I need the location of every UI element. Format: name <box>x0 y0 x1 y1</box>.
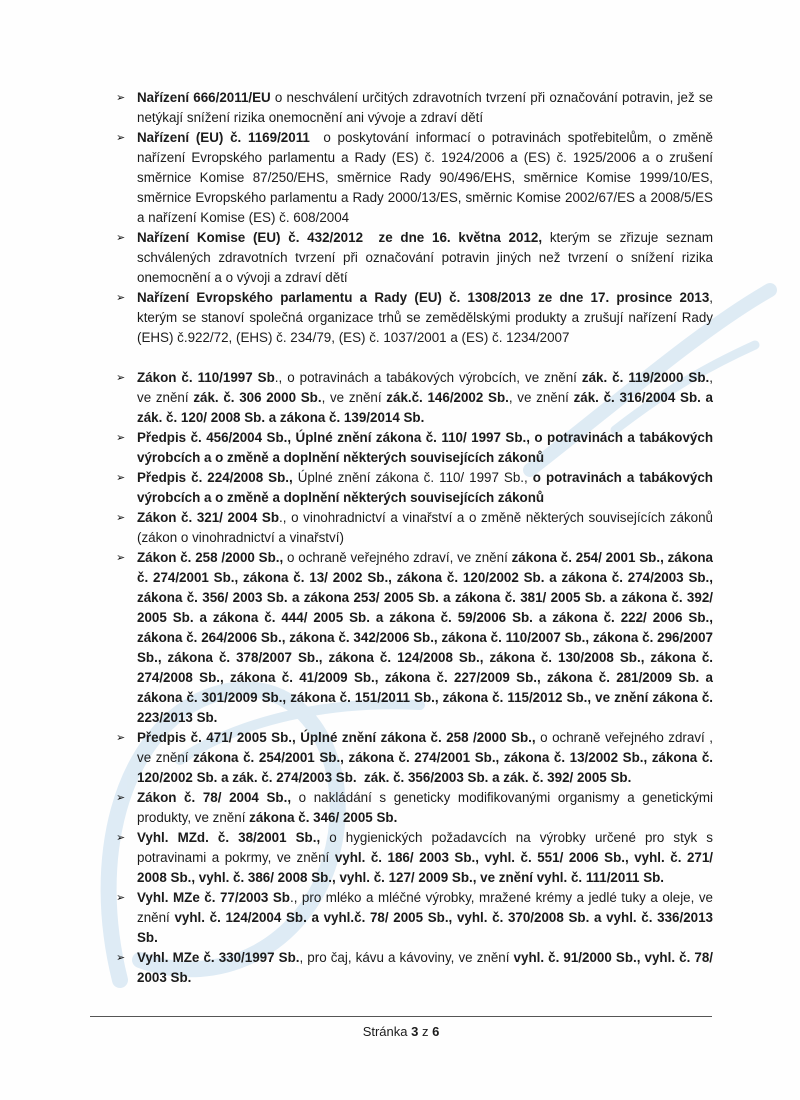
arrow-bullet-icon: ➢ <box>116 432 126 444</box>
list-item <box>115 548 717 728</box>
text-segment: zákona č. 254/2001 Sb., zákona č. 274/2001 Sb., zákona č. 13/2002 Sb., zákona č. 120/2002 Sb. a zák. č. 274/2003 Sb. zák. č. 356/2003 Sb. a zák. č. 392/ 2005 Sb. <box>137 750 717 785</box>
text-segment: Vyhl. MZd. č. 38/2001 Sb., <box>137 830 321 845</box>
arrow-bullet-icon: ➢ <box>116 732 126 744</box>
text-segment: o ochraně veřejného zdraví, ve znění <box>283 550 512 565</box>
text-segment: vyhl. č. 124/2004 Sb. a vyhl.č. 78/ 2005 Sb., vyhl. č. 370/2008 Sb. a vyhl. č. 336/2013 Sb. <box>137 910 717 945</box>
page-footer <box>90 1016 712 1039</box>
arrow-bullet-icon: ➢ <box>116 892 126 904</box>
arrow-bullet-icon: ➢ <box>116 92 126 104</box>
text-segment: ., o vinohradnictví a vinařství a o změně některých souvisejících zákonů (zákon o vinohradnictví a vinařství) <box>137 510 717 545</box>
arrow-bullet-icon: ➢ <box>116 292 126 304</box>
text-segment: , kterým se stanoví společná organizace trhů se zemědělskými produkty a zrušují nařízení Rady (EHS) č.922/72, (EHS) č. 234/79, (ES) č. 1037/2001 a (ES) č. 1234/2007 <box>137 290 717 345</box>
list-item <box>115 368 717 428</box>
text-segment: Vyhl. MZe č. 77/2003 Sb <box>137 890 290 905</box>
text-segment: Nařízení Evropského parlamentu a Rady (EU) č. 1308/2013 ze dne 17. prosince 2013 <box>137 290 710 305</box>
text-segment: o nakládání s geneticky modifikovanými organismy a genetickými produkty, ve znění <box>137 790 717 825</box>
text-segment: Úplné znění zákona č. 110/ 1997 Sb., <box>292 470 533 485</box>
text-segment: , ve znění <box>321 390 387 405</box>
text-segment: zákona č. 346/ 2005 Sb. <box>249 810 398 825</box>
arrow-bullet-icon: ➢ <box>116 372 126 384</box>
text-segment: Nařízení 666/2011/EU <box>137 90 271 105</box>
page-number: 3 <box>411 1024 419 1039</box>
text-segment: Nařízení Komise (EU) č. 432/2012 ze dne 16. května 2012, <box>137 230 543 245</box>
text-segment: Zákon č. 78/ 2004 Sb., <box>137 790 292 805</box>
list-item <box>115 88 717 128</box>
list-item <box>115 728 717 788</box>
text-segment: Předpis č. 456/2004 Sb., Úplné znění zákona č. 110/ 1997 Sb., o potravinách a tabákových výrobcích a o změně a doplnění některých souvisejících zákonů <box>137 430 717 465</box>
list-item <box>115 128 717 228</box>
list-item <box>115 288 717 348</box>
list-item <box>115 828 717 888</box>
list-item <box>115 888 717 948</box>
text-segment: zák. č. 306 2000 Sb. <box>193 390 322 405</box>
total-pages: 6 <box>432 1024 440 1039</box>
list-item <box>115 428 717 468</box>
text-segment: , pro čaj, kávu a kávoviny, ve znění <box>299 950 514 965</box>
list-item <box>115 788 717 828</box>
text-segment: zák. č. 119/2000 Sb. <box>581 370 710 385</box>
text-segment: , ve znění <box>137 370 717 405</box>
text-segment: Nařízení (EU) č. 1169/2011 <box>137 130 310 145</box>
text-segment: Vyhl. MZe č. 330/1997 Sb. <box>137 950 300 965</box>
arrow-bullet-icon: ➢ <box>116 552 126 564</box>
list-item <box>115 948 717 988</box>
text-segment: vyhl. č. 91/2000 Sb., vyhl. č. 78/ 2003 Sb. <box>137 950 717 985</box>
list-item <box>115 468 717 508</box>
text-segment: o hygienických požadavcích na výrobky určené pro styk s potravinami a pokrmy, ve znění <box>137 830 717 865</box>
text-segment: zák.č. 146/2002 Sb. <box>386 390 509 405</box>
text-segment: Předpis č. 471/ 2005 Sb., Úplné znění zákona č. 258 /2000 Sb., <box>137 730 536 745</box>
arrow-bullet-icon: ➢ <box>116 232 126 244</box>
list-item <box>115 508 717 548</box>
text-segment: kterým se zřizuje seznam schválených zdravotních tvrzení při označování potravin jiných než tvrzení o snížení rizika onemocnění a o vývoji a zdraví dětí <box>137 230 717 285</box>
arrow-bullet-icon: ➢ <box>116 792 126 804</box>
footer-label: Stránka <box>362 1024 412 1039</box>
text-segment: Zákon č. 321/ 2004 Sb <box>137 510 280 525</box>
text-segment: vyhl. č. 186/ 2003 Sb., vyhl. č. 551/ 2006 Sb., vyhl. č. 271/ 2008 Sb., vyhl. č. 386/ 2008 Sb., vyhl. č. 127/ 2009 Sb., ve znění vyhl. č. 111/2011 Sb. <box>137 850 717 885</box>
text-segment: o potravinách a tabákových výrobcích a o změně a doplnění některých souvisejících zákonů <box>137 470 717 505</box>
arrow-bullet-icon: ➢ <box>116 832 126 844</box>
text-segment: Předpis č. 224/2008 Sb., <box>137 470 293 485</box>
arrow-bullet-icon: ➢ <box>116 132 126 144</box>
list-item <box>115 228 717 288</box>
text-segment: o neschválení určitých zdravotních tvrzení při označování potravin, jež se netýkají snížení rizika onemocnění ani vývoje a zdraví dětí <box>137 90 717 125</box>
arrow-bullet-icon: ➢ <box>116 512 126 524</box>
arrow-bullet-icon: ➢ <box>116 472 126 484</box>
text-segment: ., o potravinách a tabákových výrobcích, ve znění <box>274 370 582 385</box>
regulation-list <box>115 88 717 988</box>
text-segment: o ochraně veřejného zdraví , ve znění <box>137 730 717 765</box>
text-segment: zák. č. 316/2004 Sb. a zák. č. 120/ 2008 Sb. a zákona č. 139/2014 Sb. <box>137 390 717 425</box>
text-segment: , ve znění <box>508 390 574 405</box>
text-segment: ., pro mléko a mléčné výrobky, mražené krémy a jedlé tuky a oleje, ve znění <box>137 890 717 925</box>
text-segment: Zákon č. 258 /2000 Sb., <box>137 550 284 565</box>
footer-separator: z <box>418 1024 433 1039</box>
text-segment: o poskytování informací o potravinách spotřebitelům, o změně nařízení Evropského parlamentu a Rady (ES) č. 1924/2006 a (ES) č. 1925/2006 a o zrušení směrnice Komise 87/250/EHS, směrnice Rady 90/496/EHS, směrnice Komise 1999/10/ES, směrnice Evropského parlamentu a Rady 2000/13/ES, směrnic Komise 2002/67/ES a 2008/5/ES a nařízení Komise (ES) č. 608/2004 <box>137 130 717 225</box>
text-segment: Zákon č. 110/1997 Sb <box>137 370 275 385</box>
text-segment: zákona č. 254/ 2001 Sb., zákona č. 274/2001 Sb., zákona č. 13/ 2002 Sb., zákona č. 120/2002 Sb. a zákona č. 274/2003 Sb., zákona č. 356/ 2003 Sb. a zákona 253/ 2005 Sb. a zákona č. 381/ 2005 Sb. a zákona č. 392/ 2005 Sb. a zákona č. 444/ 2005 Sb. a zákona č. 59/2006 Sb. a zákona č. 222/ 2006 Sb., zákona č. 264/2006 Sb., zákona č. 342/2006 Sb., zákona č. 110/2007 Sb., zákona č. 296/2007 Sb., zákona č. 378/2007 Sb., zákona č. 124/2008 Sb., zákona č. 130/2008 Sb., zákona č. 274/2008 Sb., zákona č. 41/2009 Sb., zákona č. 227/2009 Sb., zákona č. 281/2009 Sb. a zákona č. 301/2009 Sb., zákona č. 151/2011 Sb., zákona č. 115/2012 Sb., ve znění zákona č. 223/2013 Sb. <box>137 550 717 725</box>
arrow-bullet-icon: ➢ <box>116 952 126 964</box>
